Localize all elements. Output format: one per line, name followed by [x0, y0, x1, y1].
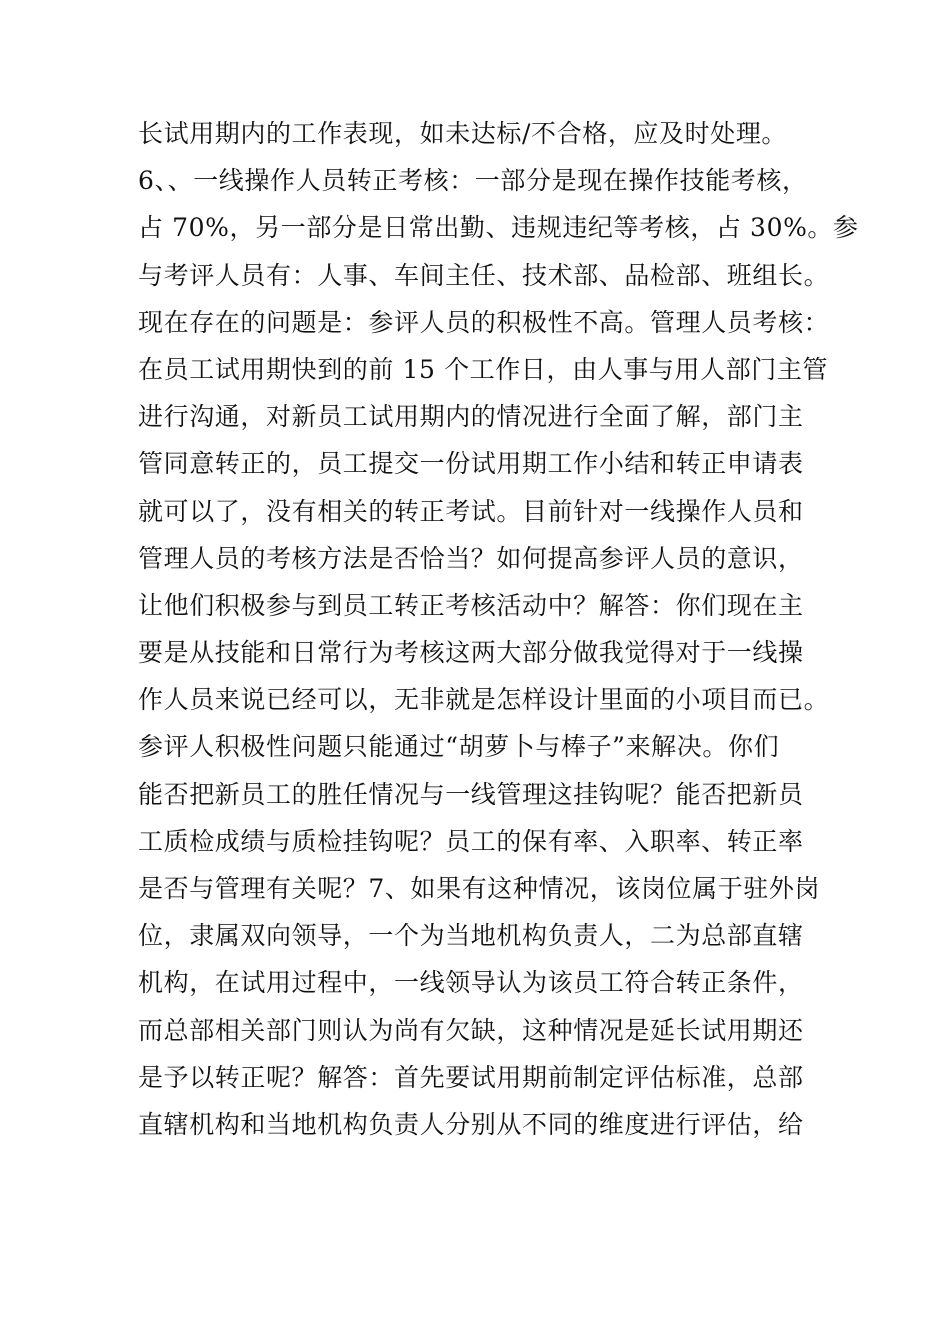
text-line: 作人员来说已经可以，无非就是怎样设计里面的小项目而已。 [138, 685, 830, 715]
text-line: 长试用期内的工作表现，如未达标/不合格，应及时处理。 [138, 119, 788, 148]
text-line: 而总部相关部门则认为尚有欠缺，这种情况是延长试用期还 [138, 1015, 804, 1045]
text-line: 就可以了，没有相关的转正考试。目前针对一线操作人员和 [138, 496, 804, 526]
text-line: 能否把新员工的胜任情况与一线管理这挂钩呢？能否把新员 [138, 779, 804, 809]
text-line: 管理人员的考核方法是否恰当？如何提高参评人员的意识， [138, 543, 804, 573]
text-line: 工质检成绩与质检挂钩呢？员工的保有率、入职率、转正率 [138, 826, 804, 856]
text-line: 管同意转正的，员工提交一份试用期工作小结和转正申请表 [138, 449, 804, 479]
text-line: 机构，在试用过程中，一线领导认为该员工符合转正条件， [138, 968, 804, 998]
body-text [138, 110, 859, 1148]
text-line: 6、、一线操作人员转正考核：一部分是现在操作技能考核， [138, 166, 808, 196]
text-line: 进行沟通，对新员工试用期内的情况进行全面了解，部门主 [138, 402, 804, 432]
text-line: 要是从技能和日常行为考核这两大部分做我觉得对于一线操 [138, 638, 804, 668]
text-line: 参评人积极性问题只能通过“胡萝卜与棒子”来解决。你们 [138, 732, 780, 762]
text-line: 现在存在的问题是：参评人员的积极性不高。管理人员考核： [138, 307, 830, 337]
text-line: 占 70%，另一部分是日常出勤、违规违纪等考核，占 30%。参 [138, 213, 859, 243]
text-line: 让他们积极参与到员工转正考核活动中？解答：你们现在主 [138, 590, 804, 620]
text-line: 直辖机构和当地机构负责人分别从不同的维度进行评估，给 [138, 1109, 804, 1139]
text-line: 位，隶属双向领导，一个为当地机构负责人，二为总部直辖 [138, 921, 804, 951]
text-line: 在员工试用期快到的前 15 个工作日，由人事与用人部门主管 [138, 354, 829, 384]
text-line: 是否与管理有关呢？7、如果有这种情况，该岗位属于驻外岗 [138, 874, 821, 903]
text-line: 是予以转正呢？解答：首先要试用期前制定评估标准，总部 [138, 1062, 804, 1092]
text-line: 与考评人员有：人事、车间主任、技术部、品检部、班组长。 [138, 260, 830, 290]
